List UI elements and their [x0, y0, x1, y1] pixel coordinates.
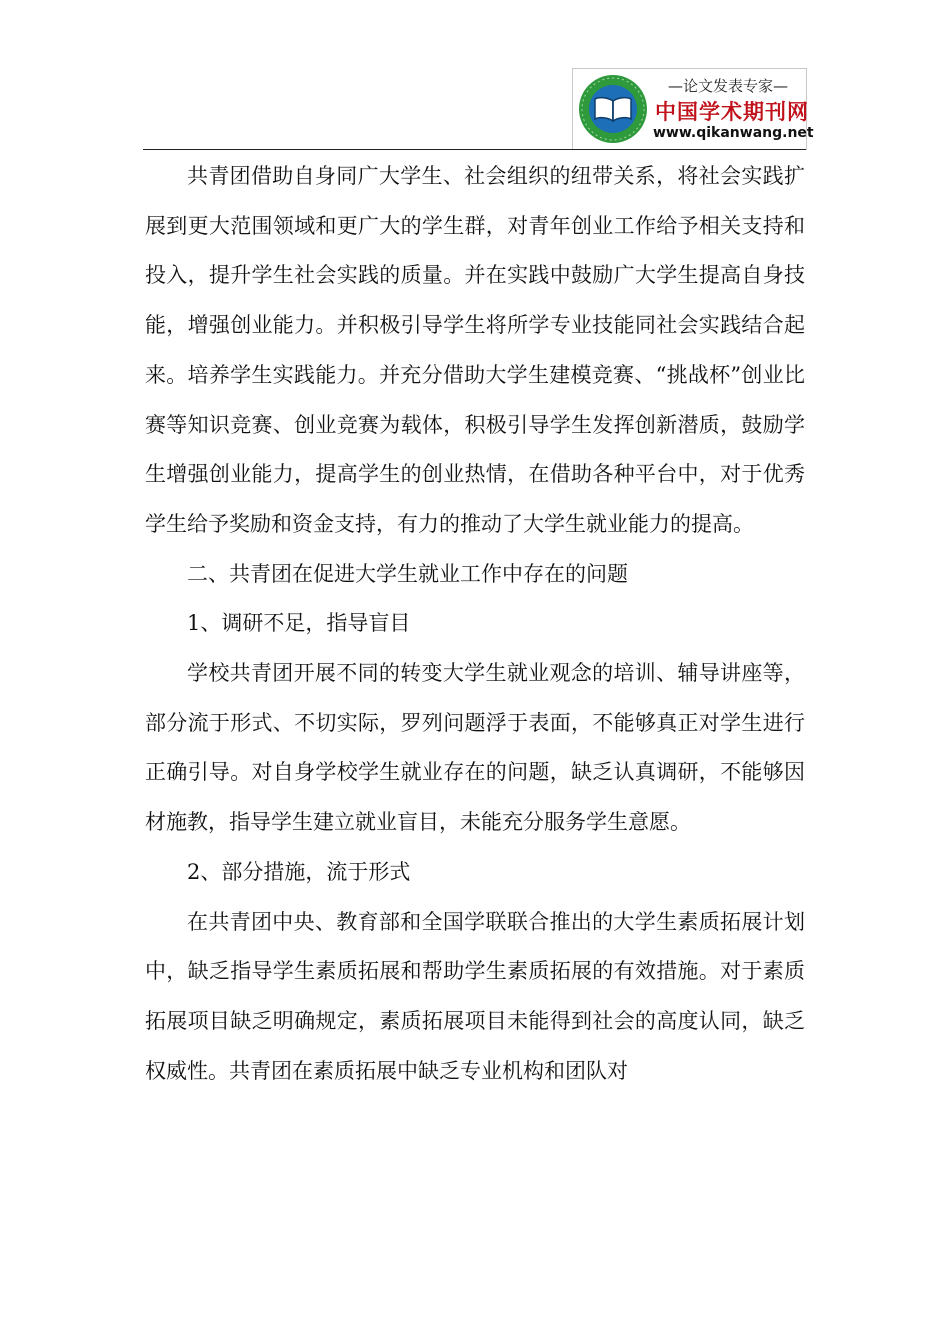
logo-slogan: —论文发表专家—	[667, 77, 788, 95]
logo-url: www.qikanwang.net	[653, 125, 814, 141]
logo-name: 中国学术期刊网	[655, 100, 809, 124]
subsection-heading: 1、调研不足，指导盲目	[187, 611, 411, 636]
body-paragraph: 学校共青团开展不同的转变大学生就业观念的培训、辅导讲座等，部分流于形式、不切实际，罗列问题浮于表面，不能够真正对学生进行正确引导。对自身学校学生就业存在的问题，缺乏认真调研，不能够因材施教，指导学生建立就业盲目，未能充分服务学生意愿。	[145, 661, 805, 835]
open-book-globe-icon	[577, 73, 649, 145]
subsection-heading: 2、部分措施，流于形式	[187, 859, 411, 884]
body-paragraph: 共青团借助自身同广大学生、社会组织的纽带关系，将社会实践扩展到更大范围领域和更广大的学生群，对青年创业工作给予相关支持和投入，提升学生社会实践的质量。并在实践中鼓励广大学生提高自身技能，增强创业能力。并积极引导学生将所学专业技能同社会实践结合起来。培养学生实践能力。并充分借助大学生建模竞赛、“挑战杯”创业比赛等知识竞赛、创业竞赛为载体，积极引导学生发挥创新潜质，鼓励学生增强创业能力，提高学生的创业热情，在借助各种平台中，对于优秀学生给予奖励和资金支持，有力的推动了大学生就业能力的提高。	[145, 164, 805, 536]
publisher-logo	[572, 68, 814, 150]
header-divider	[143, 149, 806, 150]
document-body	[145, 152, 805, 1096]
section-heading: 二、共青团在促进大学生就业工作中存在的问题	[187, 561, 628, 586]
body-paragraph: 在共青团中央、教育部和全国学联联合推出的大学生素质拓展计划中，缺乏指导学生素质拓展和帮助学生素质拓展的有效措施。对于素质拓展项目缺乏明确规定，素质拓展项目未能得到社会的高度认同，缺乏权威性。共青团在素质拓展中缺乏专业机构和团队对	[145, 909, 805, 1083]
